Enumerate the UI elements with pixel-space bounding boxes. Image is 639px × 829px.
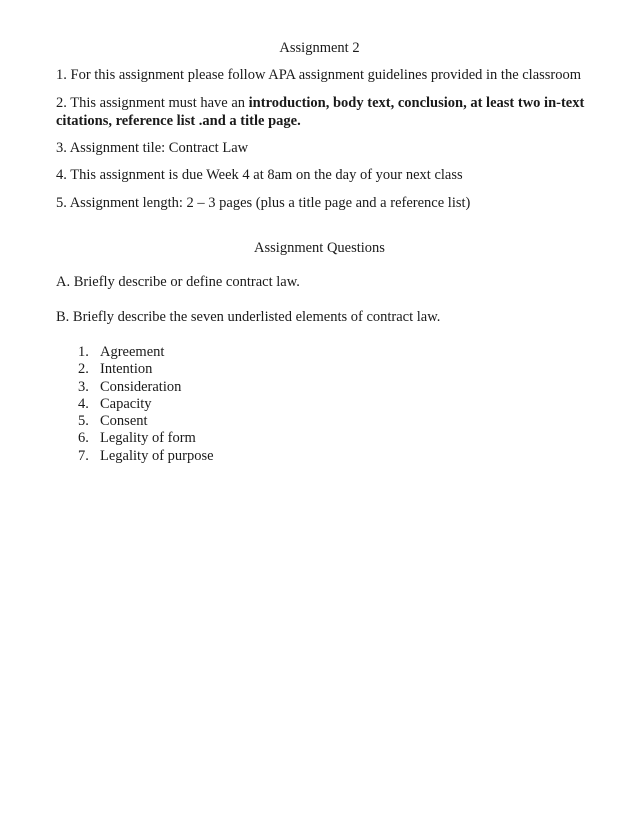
instruction-number: 2. xyxy=(56,95,67,111)
instruction-emphasis-continued: citations, reference list .and a title page. xyxy=(56,113,301,129)
list-item: 6. Legality of form xyxy=(78,430,196,447)
instruction-item-1 xyxy=(56,67,581,84)
instruction-text: For this assignment please follow APA assignment guidelines provided in the classroom xyxy=(70,67,582,83)
instruction-number: 3. xyxy=(56,140,67,156)
instruction-item-4 xyxy=(56,167,463,184)
instruction-item-3 xyxy=(56,140,248,157)
list-item: 3. Consideration xyxy=(78,378,182,395)
list-item: 2. Intention xyxy=(78,361,153,378)
question-label: B. xyxy=(56,309,70,325)
instruction-item-2-continued xyxy=(56,113,301,130)
instruction-number: 4. xyxy=(56,167,67,183)
instruction-text: Assignment length: 2 – 3 pages (plus a title page and a reference list) xyxy=(69,195,471,211)
instruction-number: 5. xyxy=(56,195,67,211)
question-label: A. xyxy=(56,274,71,290)
instruction-text: This assignment must have an xyxy=(70,95,249,111)
question-a xyxy=(56,274,300,291)
document-title: Assignment 2 xyxy=(279,40,360,56)
list-item: 4. Capacity xyxy=(78,395,152,412)
question-text: Briefly describe the seven underlisted elements of contract law. xyxy=(72,309,441,325)
question-b xyxy=(56,309,440,326)
instruction-number: 1. xyxy=(56,67,67,83)
instruction-item-5 xyxy=(56,195,470,212)
instruction-text: This assignment is due Week 4 at 8am on the day of your next class xyxy=(70,167,463,183)
list-item: 7. Legality of purpose xyxy=(78,447,214,464)
instruction-item-2 xyxy=(56,95,584,112)
list-item: 5. Consent xyxy=(78,413,148,430)
question-text: Briefly describe or define contract law. xyxy=(73,274,300,290)
instruction-emphasis: introduction, body text, conclusion, at least two in-text xyxy=(248,95,585,111)
list-item: 1. Agreement xyxy=(78,344,165,360)
elements-list xyxy=(78,344,214,465)
questions-heading: Assignment Questions xyxy=(254,240,385,256)
instruction-text: Assignment tile: Contract Law xyxy=(69,140,249,156)
